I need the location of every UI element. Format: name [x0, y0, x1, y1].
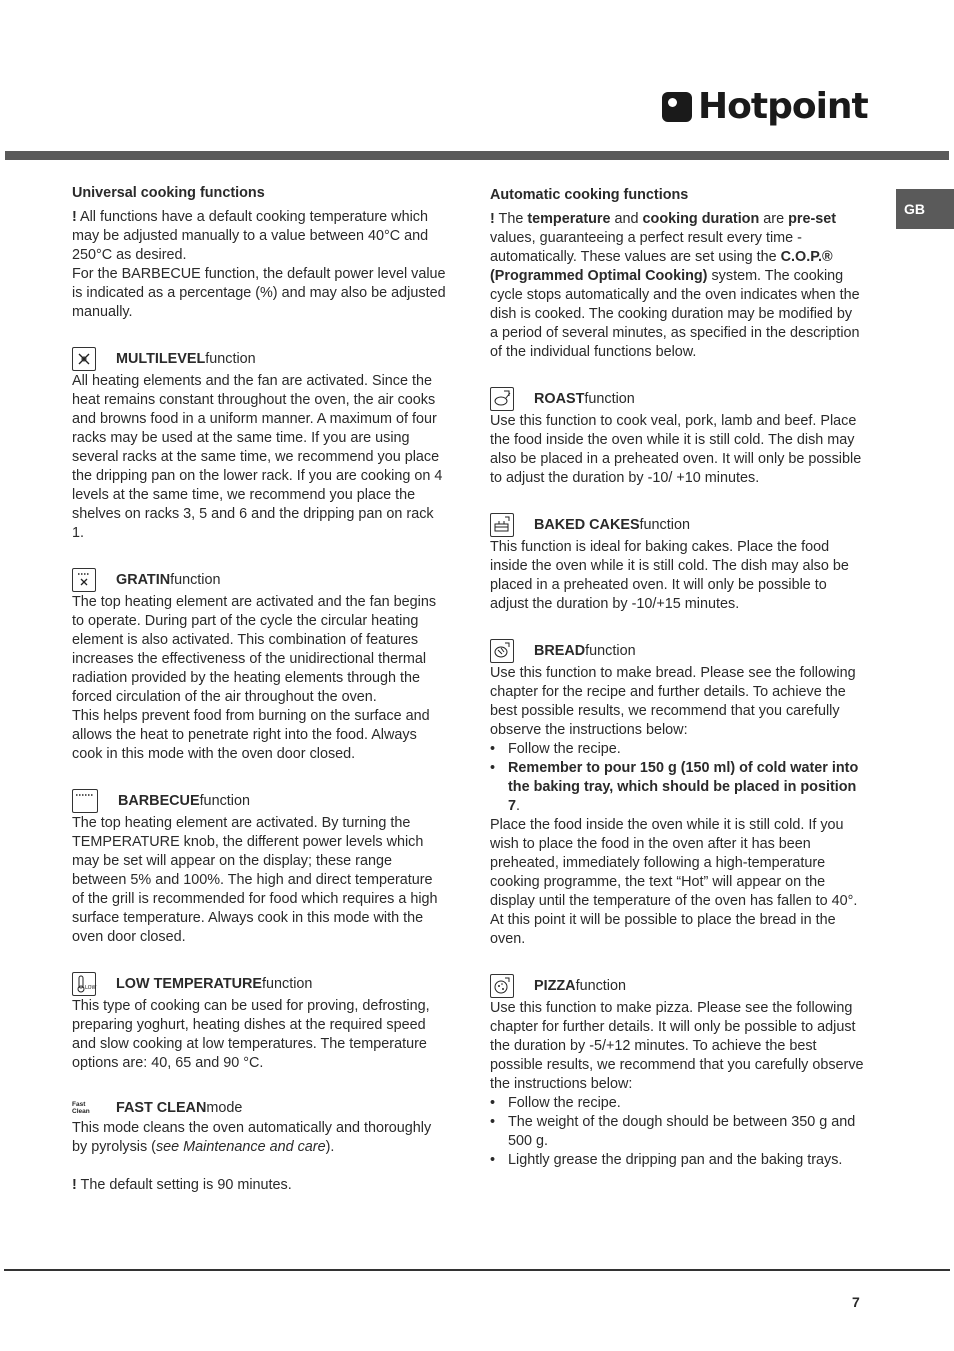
fast-clean-section: Fast Clean FAST CLEAN mode This mode cleans the oven automatically and thoroughly by pyrolysis (see Maintenance and care). ! The default setting is 90 minutes.	[72, 1097, 446, 1195]
low-temperature-title: LOW TEMPERATURE	[116, 975, 263, 992]
pizza-icon	[490, 974, 514, 998]
fast-clean-text: This mode cleans the oven automatically and thoroughly by pyrolysis (see Maintenance and care).	[72, 1120, 432, 1155]
low-temperature-text: This type of cooking can be used for proving, defrosting, preparing yoghurt, heating dishes at the required speed and slow cooking at low temperatures. The temperature options are: 40, 65 and 90 °C.	[72, 998, 430, 1071]
cake-icon	[490, 513, 514, 537]
grill-icon	[72, 789, 98, 813]
roast-section: ROAST function Use this function to cook veal, pork, lamb and beef. Place the food inside the oven while it is still cold. The dish may also be placed in a preheated oven. It will only be possible to adjust the duration by -10/ +10 minutes.	[490, 386, 864, 488]
universal-heading: Universal cooking functions	[72, 185, 265, 201]
gratin-section: GRATIN function The top heating element are activated and the fan begins to operate. During part of the cycle the circular heating element is also activated. This combination of features increases the effectiveness of the unidirectional thermal radiation provided by the heating elements through the forced circulation of the air throughout the oven. This helps prevent food from burning on the surface and allows the heat to penetrate right into the food. Always cook in this mode with the oven door closed.	[72, 567, 446, 764]
language-tab: GB	[896, 189, 954, 229]
bread-title: BREAD	[534, 642, 586, 659]
bread-icon	[490, 639, 514, 663]
baked-cakes-text: This function is ideal for baking cakes. Place the food inside the oven while it is still cold. The dish may also be placed in a preheated oven. It will only be possible to adjust the duration by -10/+15 minutes.	[490, 539, 849, 612]
multilevel-title: MULTILEVEL	[116, 350, 206, 367]
barbecue-section: BARBECUE function The top heating element are activated. By turning the TEMPERATURE knob, the different power levels which may be set will appear on the display; these range between 5% and 100%. The high and direct temperature of the grill is recommended for food which requires a high surface temperature. Always cook in this mode with the oven door closed.	[72, 788, 446, 947]
gratin-title: GRATIN	[116, 571, 171, 588]
baked-cakes-section: BAKED CAKES function This function is ideal for baking cakes. Place the food inside the oven while it is still cold. The dish may also be placed in a preheated oven. It will only be possible to adjust the duration by -10/+15 minutes.	[490, 512, 864, 614]
warning-mark: !	[72, 1177, 77, 1193]
gratin-text-2: This helps prevent food from burning on the surface and allows the heat to penetrate right into the food. Always cook in this mode with the oven door closed.	[72, 708, 430, 762]
bread-text: Use this function to make bread. Please see the following chapter for the recipe and further details. To achieve the best possible results, we recommend that you carefully observe the instructions below:	[490, 665, 856, 738]
bread-section: BREAD function Use this function to make bread. Please see the following chapter for the recipe and further details. To achieve the best possible results, we recommend that you carefully observe the instructions below: • Follow the recipe. • Remember to pour 150 g (150 ml) of cold water into the baking tray, which should be placed in position 7. Place the food inside the oven while it is still cold. If you wish to place the food in the oven after it has been preheated, immediately following a high-temperature cooking programme, the text “Hot” will appear on the display until the temperature of the oven has fallen to 40°. At this point it will be possible to place the bread in the oven.	[490, 638, 864, 949]
list-item: • Lightly grease the dripping pan and the baking trays.	[490, 1151, 864, 1170]
multilevel-section: MULTILEVEL function All heating elements and the fan are activated. Since the heat remains constant throughout the oven, the air cooks and browns food in a uniform manner. A maximum of four racks may be used at the same time. If you are using several racks at the same time, we recommend you place the dripping pan on the lower rack. If you are cooking on 4 levels at the same time, we recommend you place the shelves on racks 3, 5 and 6 and the dripping pan on rack 1.	[72, 346, 446, 543]
fan-icon	[72, 347, 96, 371]
footer-divider	[4, 1269, 950, 1271]
warning-mark: !	[72, 209, 77, 225]
grill-fan-icon	[72, 568, 96, 592]
brand-name: Hotpoint	[698, 86, 868, 127]
barbecue-text: The top heating element are activated. By turning the TEMPERATURE knob, the different power levels which may be set will appear on the display; these range between 5% and 100%. The high and direct temperature of the grill is recommended for food which requires a high surface temperature. Always cook in this mode with the oven door closed.	[72, 815, 438, 945]
roast-text: Use this function to cook veal, pork, lamb and beef. Place the food inside the oven while it is still cold. The dish may also be placed in a preheated oven. It will only be possible to adjust the duration by -10/ +10 minutes.	[490, 413, 862, 486]
low-temperature-section: LOW LOW TEMPERATURE function This type of cooking can be used for proving, defrosting, preparing yoghurt, heating dishes at the required speed and slow cooking at low temperatures. The temperature options are: 40, 65 and 90 °C.	[72, 971, 446, 1073]
roast-icon	[490, 387, 514, 411]
warning-mark: !	[490, 211, 495, 227]
bread-text-2: Place the food inside the oven while it is still cold. If you wish to place the food in the oven after it has been preheated, immediately following a high-temperature cooking programme, the text “Hot” will appear on the display until the temperature of the oven has fallen to 40°. At this point it will be possible to place the bread in the oven.	[490, 817, 858, 947]
left-column	[72, 184, 446, 1195]
barbecue-note: For the BARBECUE function, the default power level value is indicated as a percentage (%) and may also be adjusted manually.	[72, 266, 446, 320]
header-divider	[5, 151, 949, 160]
automatic-intro: ! The temperature and cooking duration are pre-set values, guaranteeing a perfect result every time - automatically. These values are set using the C.O.P.® (Programmed Optimal Cooking) system. The cooking cycle stops automatically and the oven indicates when the dish is cooked. The cooking duration may be modified by a period of several minutes, as specified in the description of the individual functions below.	[490, 211, 860, 360]
fast-clean-icon: Fast Clean	[72, 1101, 90, 1115]
pizza-text: Use this function to make pizza. Please see the following chapter for further details. It will only be possible to adjust the duration by -5/+12 minutes. To achieve the best possible results, we recommend that you carefully observe the instructions below:	[490, 1000, 864, 1092]
list-item: • The weight of the dough should be between 350 g and 500 g.	[490, 1113, 864, 1151]
hotpoint-logo-icon	[662, 92, 692, 122]
roast-title: ROAST	[534, 390, 585, 407]
fast-clean-note: ! The default setting is 90 minutes.	[72, 1177, 292, 1193]
page-number: 7	[852, 1294, 860, 1310]
fast-clean-title: FAST CLEAN	[116, 1099, 207, 1116]
bread-instructions	[490, 740, 864, 816]
pizza-instructions	[490, 1094, 864, 1170]
list-item: • Remember to pour 150 g (150 ml) of cold water into the baking tray, which should be placed in position 7.	[490, 759, 864, 816]
pizza-section: PIZZA function Use this function to make pizza. Please see the following chapter for further details. It will only be possible to adjust the duration by -5/+12 minutes. To achieve the best possible results, we recommend that you carefully observe the instructions below: • Follow the recipe. • The weight of the dough should be between 350 g and 500 g. • Lightly grease the dripping pan and the baking trays.	[490, 973, 864, 1170]
list-item: • Follow the recipe.	[490, 740, 864, 759]
list-item: • Follow the recipe.	[490, 1094, 864, 1113]
pizza-title: PIZZA	[534, 977, 576, 994]
thermometer-low-icon	[72, 972, 96, 996]
svg-text:LOW: LOW	[85, 985, 97, 991]
barbecue-title: BARBECUE	[118, 792, 200, 809]
baked-cakes-title: BAKED CAKES	[534, 516, 640, 533]
brand-logo	[662, 88, 868, 126]
multilevel-text: All heating elements and the fan are activated. Since the heat remains constant throughout the oven, the air cooks and browns food in a uniform manner. A maximum of four racks may be used at the same time. If you are using several racks at the same time, we recommend you place the dripping pan on the lower rack. If you are cooking on 4 levels at the same time, we recommend you place the shelves on racks 3, 5 and 6 and the dripping pan on rack 1.	[72, 373, 443, 541]
universal-intro: ! All functions have a default cooking temperature which may be adjusted manually to a value between 40°C and 250°C as desired.	[72, 209, 429, 263]
automatic-heading: Automatic cooking functions	[490, 187, 689, 203]
right-column	[490, 184, 864, 1170]
gratin-text: The top heating element are activated and the fan begins to operate. During part of the cycle the circular heating element is also activated. This combination of features increases the effectiveness of the unidirectional thermal radiation provided by the heating elements through the forced circulation of the air throughout the oven.	[72, 594, 437, 705]
